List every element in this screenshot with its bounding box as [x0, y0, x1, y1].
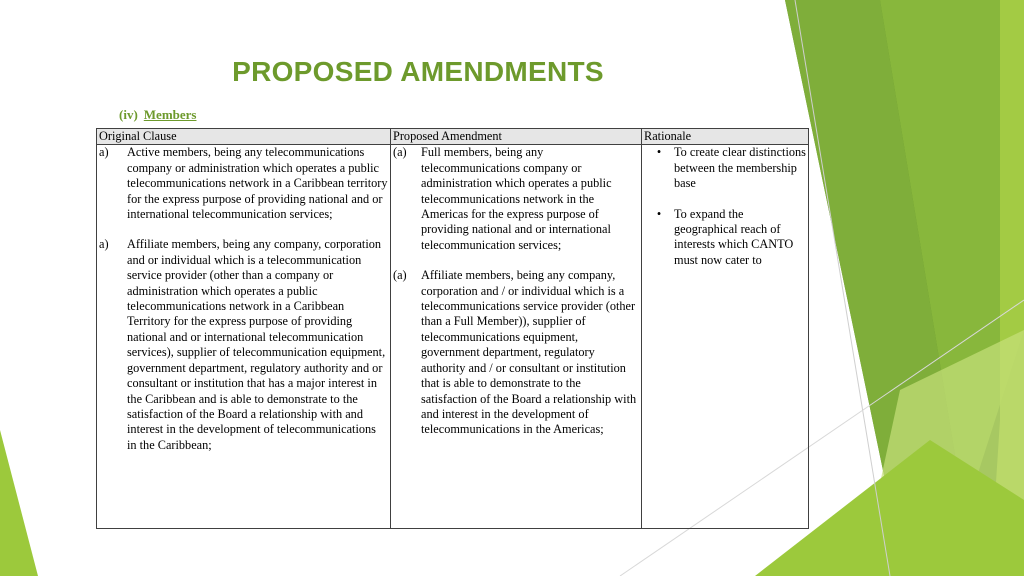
item-text: Affiliate members, being any company, corporation and or individual which is a telecommunication service provider (other than a company or administration which operates a public telecommunications network in a Caribbean Territory for the express purpose of providing national and or international telecommunication services), supplier of telecommunication equipment, government department, regulatory authority and or consultant or institution that has a major interest in the Caribbean and is able to demonstrate to the satisfaction of the Board a relationship with and interest in the development of telecommunications in the Caribbean;: [127, 237, 386, 452]
proposed-amendment-cell: [391, 145, 642, 529]
bullet-marker: •: [656, 145, 662, 160]
page-title: PROPOSED AMENDMENTS: [232, 56, 604, 87]
table-header-row: [97, 129, 809, 145]
column-header-proposed: Proposed Amendment: [391, 129, 642, 145]
column-header-original: Original Clause: [97, 129, 391, 145]
original-clause-item: [99, 145, 388, 222]
item-marker: a): [99, 145, 109, 160]
section-subheading: [119, 107, 196, 123]
item-text: Full members, being any telecommunications company or administration which operates a public telecommunications network in the Americas for the express purpose of providing national and or international telecommunication services;: [421, 145, 612, 252]
rationale-item: [644, 145, 806, 191]
proposed-amendment-item: [393, 268, 639, 437]
original-clause-item: [99, 237, 388, 453]
subheading-number: (iv): [119, 107, 138, 122]
item-marker: (a): [393, 145, 407, 160]
proposed-amendment-item: [393, 145, 639, 253]
item-text: Active members, being any telecommunications company or administration which operates a public telecommunications network in a Caribbean territory for the express purpose of providing national and or international telecommunication services;: [127, 145, 388, 222]
item-marker: (a): [393, 268, 407, 283]
item-text: To create clear distinctions between the membership base: [674, 145, 806, 191]
item-text: To expand the geographical reach of interests which CANTO must now cater to: [674, 206, 794, 267]
table-row: [97, 145, 809, 529]
rationale-cell: [642, 145, 809, 529]
amendments-table: [96, 128, 809, 529]
subheading-label: Members: [143, 107, 197, 122]
item-text: Affiliate members, being any company, corporation and / or individual which is a telecommunications service provider (other than a Full Member)), supplier of telecommunications equipment, government department, regulatory authority and / or consultant or institution that is able to demonstrate to the satisfaction of the Board a relationship with and interest in the development of telecommunications in the Americas;: [421, 268, 637, 437]
item-marker: a): [99, 237, 109, 252]
rationale-item: [644, 207, 806, 269]
column-header-rationale: Rationale: [642, 129, 809, 145]
bullet-marker: •: [656, 206, 662, 221]
original-clause-cell: [97, 145, 391, 529]
green-shape-left: [0, 430, 38, 576]
